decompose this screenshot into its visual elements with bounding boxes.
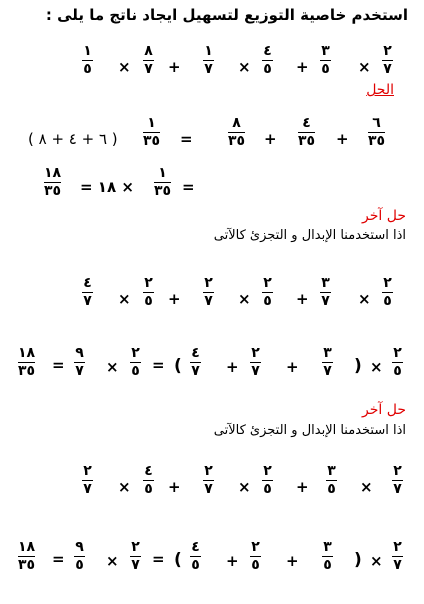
multiply-expression: × ١٨ = <box>80 178 134 196</box>
denominator: ٣٥ <box>298 133 316 149</box>
denominator: ٧ <box>75 363 84 379</box>
numerator: ٩ <box>75 345 84 361</box>
plus-sign: + <box>286 552 299 570</box>
denominator: ٥ <box>191 557 200 573</box>
fraction <box>143 276 154 309</box>
denominator: ٣٥ <box>368 133 386 149</box>
numerator: ٦ <box>372 115 381 131</box>
times-sign: × <box>238 58 251 76</box>
numerator: ٢ <box>393 539 402 555</box>
numerator: ٤ <box>263 43 272 59</box>
times-sign: × <box>118 290 131 308</box>
numerator: ٤ <box>83 275 92 291</box>
numerator: ٤ <box>191 345 200 361</box>
numerator: ١ <box>158 165 167 181</box>
numerator: ٢ <box>263 275 272 291</box>
fraction <box>18 346 35 379</box>
denominator: ٧ <box>393 557 402 573</box>
numerator: ١ <box>83 43 92 59</box>
fraction <box>262 44 273 77</box>
times-sign: × <box>360 478 373 496</box>
times-sign: × <box>358 58 371 76</box>
fraction <box>262 464 273 497</box>
fraction <box>392 346 403 379</box>
fraction <box>392 540 403 573</box>
numerator: ٣ <box>321 275 330 291</box>
plus-sign: + <box>296 58 309 76</box>
denominator: ٥ <box>144 293 153 309</box>
fraction <box>262 276 273 309</box>
problem-title: استخدم خاصية التوزيع لتسهيل ايجاد ناتج ما يلى : <box>45 6 408 24</box>
fraction <box>143 116 160 149</box>
times-sign: × <box>106 552 119 570</box>
denominator: ٥ <box>393 363 402 379</box>
numerator: ٤ <box>144 463 153 479</box>
fraction <box>382 44 393 77</box>
numerator: ٢ <box>204 275 213 291</box>
fraction <box>382 276 393 309</box>
fraction <box>74 346 85 379</box>
denominator: ٥ <box>383 293 392 309</box>
numerator: ٩ <box>75 539 84 555</box>
numerator: ١ <box>147 115 156 131</box>
times-sign: × <box>370 358 383 376</box>
numerator: ٣ <box>323 345 332 361</box>
numerator: ٣ <box>321 43 330 59</box>
fraction <box>74 540 85 573</box>
numerator: ٢ <box>383 275 392 291</box>
equals-sign: = <box>52 356 65 374</box>
denominator: ٣٥ <box>18 363 36 379</box>
denominator: ٧ <box>204 293 213 309</box>
times-sign: × <box>118 58 131 76</box>
plus-sign: + <box>168 58 181 76</box>
equals-sign: = <box>152 356 165 374</box>
numerator: ٢ <box>83 463 92 479</box>
fraction <box>82 276 93 309</box>
fraction <box>143 464 154 497</box>
numerator: ٢ <box>251 539 260 555</box>
numerator: ٢ <box>131 539 140 555</box>
times-sign: × <box>358 290 371 308</box>
denominator: ٣٥ <box>154 183 172 199</box>
fraction <box>320 44 331 77</box>
times-sign: × <box>370 552 383 570</box>
fraction <box>322 346 333 379</box>
fraction <box>143 44 154 77</box>
plus-sign: + <box>336 130 349 148</box>
solution-label: الحل <box>366 82 394 98</box>
denominator: ٥ <box>144 481 153 497</box>
numerator: ٤ <box>302 115 311 131</box>
plus-sign: + <box>296 290 309 308</box>
fraction <box>298 116 315 149</box>
numerator: ٤ <box>191 539 200 555</box>
denominator: ٣٥ <box>228 133 246 149</box>
fraction <box>130 346 141 379</box>
denominator: ٧ <box>204 481 213 497</box>
denominator: ٧ <box>191 363 200 379</box>
fraction <box>190 540 201 573</box>
plus-sign: + <box>168 478 181 496</box>
denominator: ٥ <box>263 293 272 309</box>
denominator: ٣٥ <box>18 557 36 573</box>
plus-sign: + <box>296 478 309 496</box>
right-parenthesis: ) <box>354 356 362 376</box>
denominator: ٥ <box>323 557 332 573</box>
alt-solution-note: اذا استخدمنا الإبدال و التجزئ كالآتى <box>213 423 406 438</box>
denominator: ٧ <box>251 363 260 379</box>
numerator: ١٨ <box>18 345 36 361</box>
fraction <box>203 276 214 309</box>
numerator: ٢ <box>263 463 272 479</box>
alt-solution-label: حل آخر <box>362 208 406 224</box>
plus-sign: + <box>168 290 181 308</box>
denominator: ٧ <box>383 61 392 77</box>
times-sign: × <box>106 358 119 376</box>
equals-sign: = <box>52 550 65 568</box>
fraction <box>250 540 261 573</box>
numerator: ٨ <box>144 43 153 59</box>
denominator: ٧ <box>204 61 213 77</box>
alt-solution-label: حل آخر <box>362 402 406 418</box>
fraction <box>190 346 201 379</box>
numerator: ٢ <box>393 463 402 479</box>
numerator: ٢ <box>144 275 153 291</box>
numerator: ٢ <box>251 345 260 361</box>
fraction <box>203 464 214 497</box>
times-sign: × <box>118 478 131 496</box>
numerator: ٨ <box>232 115 241 131</box>
numerator: ٣ <box>323 539 332 555</box>
equals-sign: = <box>182 178 195 196</box>
denominator: ٥ <box>263 481 272 497</box>
denominator: ٧ <box>83 293 92 309</box>
denominator: ٧ <box>323 363 332 379</box>
denominator: ٥ <box>327 481 336 497</box>
numerator: ١٨ <box>18 539 36 555</box>
fraction <box>392 464 403 497</box>
numerator: ١ <box>204 43 213 59</box>
fraction <box>18 540 35 573</box>
equals-sign: = <box>152 550 165 568</box>
numerator: ٢ <box>131 345 140 361</box>
fraction <box>154 166 171 199</box>
times-sign: × <box>238 290 251 308</box>
fraction <box>82 44 93 77</box>
numerator: ٣ <box>327 463 336 479</box>
plus-sign: + <box>286 358 299 376</box>
numerator: ٢ <box>393 345 402 361</box>
plus-sign: + <box>264 130 277 148</box>
equals-sign: = <box>180 130 193 148</box>
fraction <box>203 44 214 77</box>
fraction <box>250 346 261 379</box>
denominator: ٥ <box>263 61 272 77</box>
times-sign: × <box>238 478 251 496</box>
fraction <box>326 464 337 497</box>
denominator: ٥ <box>75 557 84 573</box>
denominator: ٣٥ <box>143 133 161 149</box>
denominator: ٥ <box>321 61 330 77</box>
numerator: ٢ <box>383 43 392 59</box>
left-parenthesis: ( <box>174 550 182 570</box>
denominator: ٧ <box>131 557 140 573</box>
fraction <box>44 166 61 199</box>
fraction <box>368 116 385 149</box>
denominator: ٧ <box>83 481 92 497</box>
left-parenthesis: ( <box>174 356 182 376</box>
denominator: ٥ <box>131 363 140 379</box>
denominator: ٧ <box>144 61 153 77</box>
denominator: ٧ <box>321 293 330 309</box>
alt-solution-note: اذا استخدمنا الإبدال و التجزئ كالآتى <box>213 228 406 243</box>
plus-sign: + <box>226 358 239 376</box>
denominator: ٣٥ <box>44 183 62 199</box>
denominator: ٧ <box>393 481 402 497</box>
denominator: ٥ <box>83 61 92 77</box>
plus-sign: + <box>226 552 239 570</box>
numerator: ٢ <box>204 463 213 479</box>
fraction <box>82 464 93 497</box>
fraction <box>130 540 141 573</box>
parenthesized-sum: ( ٦ + ٤ + ٨ ) <box>28 130 118 148</box>
fraction <box>322 540 333 573</box>
numerator: ١٨ <box>44 165 62 181</box>
fraction <box>320 276 331 309</box>
fraction <box>228 116 245 149</box>
right-parenthesis: ) <box>354 550 362 570</box>
denominator: ٥ <box>251 557 260 573</box>
